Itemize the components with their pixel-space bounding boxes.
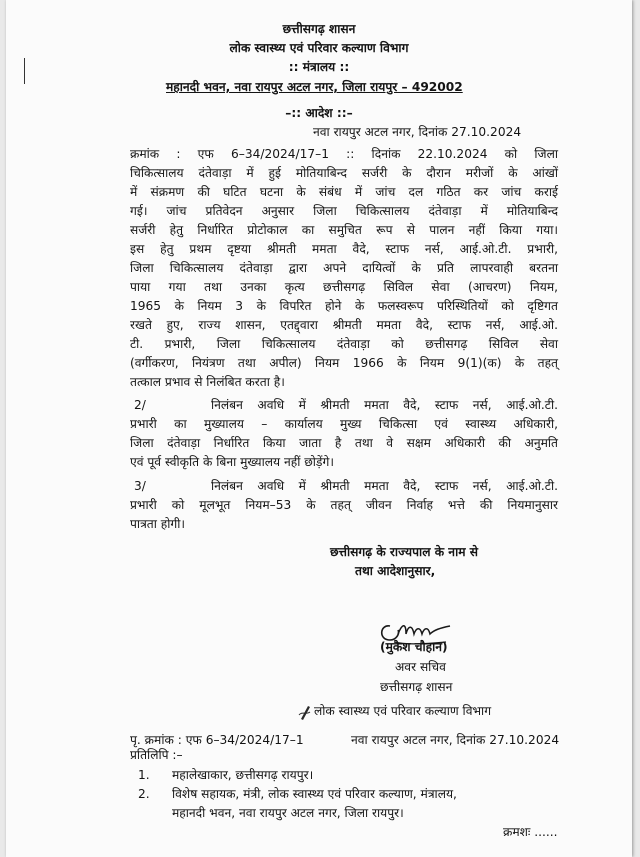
copy-item-text: महानदी भवन, नवा रायपुर अटल नगर, जिला रायपुर। [172, 806, 404, 820]
copy-item-text: विशेष सहायक, मंत्री, लोक स्वास्थ्य एवं परिवार कल्याण, मंत्रालय, [172, 787, 457, 801]
para1-line: में संक्रमण की घटित घटना के संबंध में जांच दल गठित कर जांच कराई [130, 185, 558, 199]
continued-marker: क्रमशः ...... [503, 825, 558, 839]
para2-number: 2/ [134, 398, 146, 412]
authority-line-1: छत्तीसगढ़ के राज्यपाल के नाम से [330, 545, 478, 559]
header-office: :: मंत्रालय :: [288, 60, 350, 74]
para1-line: चिकित्सालय दंतेवाड़ा में हुई मोतियाबिन्द सर्जरी के दौरान मरीजों के आंखों [130, 166, 558, 180]
para1-line: पाया गया तथा उनका कृत्य छत्तीसगढ़ सिविल सेवा (आचरण) नियम, [130, 280, 558, 294]
pen-mark-icon [298, 703, 312, 721]
para3-line: निलंबन अवधि में श्रीमती ममता वैदे, स्टाफ नर्स, आई.ओ.टी. [211, 479, 558, 493]
order-heading: –:: आदेश ::– [285, 106, 353, 120]
para1-line: गई। जांच प्रतिवेदन अनुसार जिला चिकित्सालय दंतेवाड़ा में मोतियाबिन्द [130, 204, 558, 218]
header-address: महानदी भवन, नवा रायपुर अटल नगर, जिला रायपुर – 492002 [166, 80, 463, 94]
signatory-name: (मुकेश चौहान) [380, 640, 448, 654]
para2-line: निलंबन अवधि में श्रीमती ममता वैदे, स्टाफ नर्स, आई.ओ.टी. [211, 398, 558, 412]
para1-line: 1965 के नियम 3 के विपरित होने के फलस्वरूप परिस्थितियों को दृष्टिगत [130, 299, 558, 313]
signatory-government: छत्तीसगढ़ शासन [380, 680, 453, 694]
copy-item-text: महालेखाकार, छत्तीसगढ़ रायपुर। [172, 768, 314, 782]
document-page [6, 0, 632, 857]
authority-line-2: तथा आदेशानुसार, [355, 564, 436, 578]
para2-line: जिला दंतेवाड़ा निर्धारित किया जाता है तथा वे सक्षम अधिकारी की अनुमति [130, 436, 558, 450]
para2-line: प्रभारी का मुख्यालय – कार्यालय मुख्य चिकित्सा एवं स्वास्थ्य अधिकारी, [130, 417, 558, 431]
order-place-date: नवा रायपुर अटल नगर, दिनांक 27.10.2024 [313, 125, 522, 139]
copy-to-label: प्रतिलिपि :– [130, 748, 183, 762]
para3-line: प्रभारी को मूलभूत नियम–53 के तहत् जीवन निर्वाह भत्ते की नियमानुसार [130, 498, 558, 512]
para3-line: पात्रता होगी। [130, 517, 186, 531]
header-department: लोक स्वास्थ्य एवं परिवार कल्याण विभाग [229, 41, 409, 55]
para1-line: जिला चिकित्सालय दंतेवाड़ा द्वारा अपने दायित्वों के प्रति लापरवाही बरतना [130, 261, 558, 275]
endorsement-place-date: नवा रायपुर अटल नगर, दिनांक 27.10.2024 [351, 733, 560, 747]
para1-line: सर्जरी हेतु निर्धारित प्रोटोकाल का समुचित रूप से पालन नहीं किया गया। [130, 223, 558, 237]
copy-item-number: 2. [138, 787, 150, 801]
para1-line: क्रमांक : एफ 6–34/2024/17–1 :: दिनांक 22.10.2024 को जिला [130, 147, 558, 161]
copy-item-number: 1. [138, 768, 150, 782]
para1-line: टी. प्रभारी, जिला चिकित्सालय दंतेवाड़ा को छत्तीसगढ़ सिविल सेवा [130, 337, 558, 351]
para2-line: एवं पूर्व स्वीकृति के बिना मुख्यालय नहीं छोड़ेंगे। [130, 455, 334, 469]
para1-line: रखते हुए, राज्य शासन, एतद्द्वारा श्रीमती ममता वैदे, स्टाफ नर्स, आई.ओ. [130, 318, 558, 332]
header-government: छत्तीसगढ़ शासन [282, 22, 356, 36]
para3-number: 3/ [134, 479, 146, 493]
endorsement-reference: पृ. क्रमांक : एफ 6–34/2024/17–1 [130, 733, 304, 747]
para1-line: (वर्गीकरण, नियंत्रण तथा अपील) नियम 1966 के नियम 9(1)(क) के तहत् [130, 356, 558, 370]
para1-line: इस हेतु प्रथम दृष्टया श्रीमती ममता वैदे, स्टाफ नर्स, आई.ओ.टी. प्रभारी, [130, 242, 558, 256]
para1-line: तत्काल प्रभाव से निलंबित करता है। [130, 375, 285, 389]
signatory-designation: अवर सचिव [395, 660, 446, 674]
signatory-department: लोक स्वास्थ्य एवं परिवार कल्याण विभाग [314, 704, 492, 718]
